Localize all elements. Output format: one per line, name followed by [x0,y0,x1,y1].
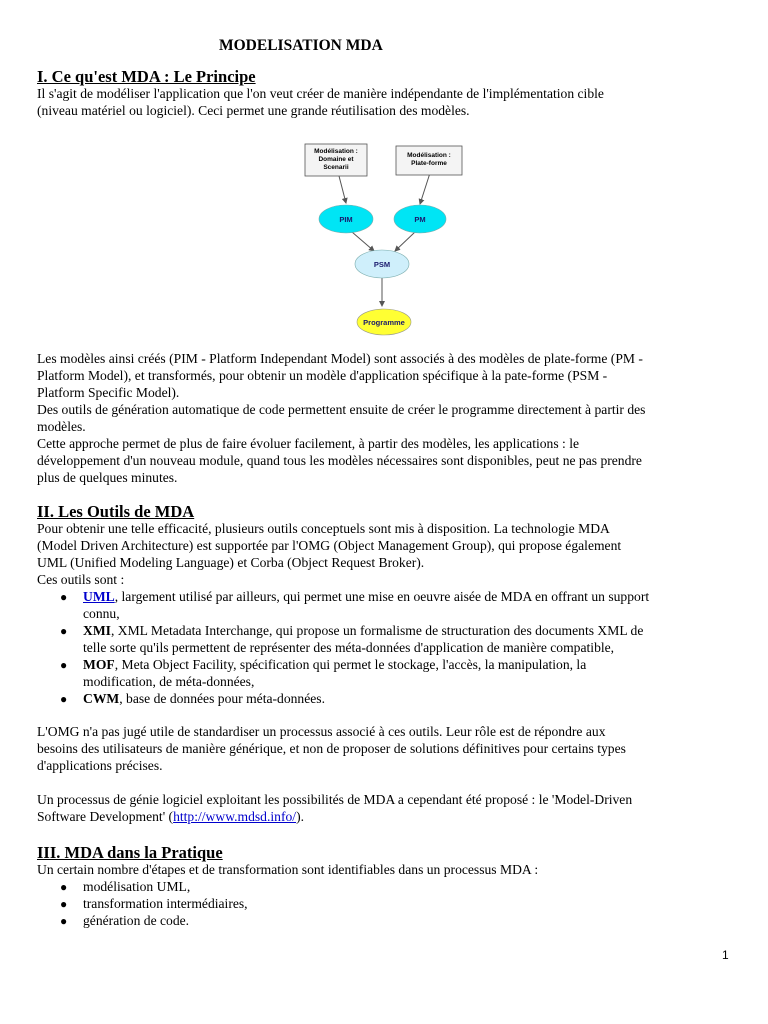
bullet-dot: ● [60,692,68,706]
tool-item-xmi-cont: telle sorte qu'ils permettent de représenter des méta-données d'application de manière compatible, [83,640,615,655]
box-domain-line-3: Scenarii [323,164,349,171]
node-pim-label: PIM [339,215,353,224]
bullet-dot: ● [60,624,68,638]
box-platform-line-2: Plate-forme [411,160,447,167]
section2-intro-line-2: (Model Driven Architecture) est supportée par l'OMG (Object Management Group), qui propose également [37,538,622,553]
section1-para-line-7: développement d'un nouveau module, quand tous les modèles nécessaires sont disponibles, peut ne pas prendre [37,453,642,468]
omg-line-1: L'OMG n'a pas jugé utile de standardiser un processus associé à ces outils. Leur rôle est de répondre aux [37,724,606,739]
node-psm-label: PSM [373,260,391,269]
practice-item-1: modélisation UML, [83,879,191,894]
document-title: MODELISATION MDA [219,37,383,54]
practice-item-3: génération de code. [83,913,190,928]
practice-item-2: transformation intermédiaires, [83,896,248,911]
arrow-platform-to-pm [420,173,430,204]
mda-diagram [300,140,470,338]
tool-item-mof: MOF, Meta Object Facility, spécification qui permet le stockage, l'accès, la manipulation, la [83,657,587,672]
tool-item-uml: UML, largement utilisé par ailleurs, qui permet une mise en oeuvre aisée de MDA en offrant un support [83,589,650,604]
section2-intro-line-4: Ces outils sont : [37,572,125,587]
process-line-2: Software Development' (http://www.mdsd.info/). [37,809,304,824]
tool-item-cwm: CWM, base de données pour méta-données. [83,691,325,706]
box-platform-line-1: Modélisation : [407,152,451,159]
section2-heading: II. Les Outils de MDA [37,502,195,521]
arrow-domain-to-pim [339,176,346,203]
section1-intro-line-2: (niveau matériel ou logiciel). Ceci permet une grande réutilisation des modèles. [37,103,470,118]
section3-heading: III. MDA dans la Pratique [37,843,223,862]
process-line-1: Un processus de génie logiciel exploitant les possibilités de MDA a cependant été proposé : le 'Model-Driven [37,792,633,807]
page-number: 1 [722,948,729,962]
node-pm-label: PM [414,215,426,224]
box-domain-line-1: Modélisation : [314,148,358,155]
section1-para-line-8: plus de quelques minutes. [37,470,178,485]
section1-heading: I. Ce qu'est MDA : Le Principe [37,67,256,86]
bullet-dot: ● [60,590,68,604]
tool-item-uml-cont: connu, [83,606,120,621]
omg-line-2: besoins des utilisateurs de manière générique, et non de proposer de solutions définitives pour certains types [37,741,626,756]
section2-intro-line-1: Pour obtenir une telle efficacité, plusieurs outils conceptuels sont mis à disposition. La technologie MDA [37,521,610,536]
section1-para-line-2: Platform Model), et transformés, pour obtenir un modèle d'application spécifique à la pate-forme (PSM - [37,368,608,383]
section1-para-line-4: Des outils de génération automatique de code permettent ensuite de créer le programme directement à partir des [37,402,646,417]
section1-para-line-3: Platform Specific Model). [37,385,180,400]
arrow-pm-to-psm [395,232,415,251]
section1-intro-line-1: Il s'agit de modéliser l'application que l'on veut créer de manière indépendante de l'implémentation cible [37,86,604,101]
bullet-dot: ● [60,914,68,928]
omg-line-3: d'applications précises. [37,758,163,773]
section3-intro: Un certain nombre d'étapes et de transformation sont identifiables dans un processus MDA : [37,862,539,877]
arrow-pim-to-psm [352,232,374,251]
uml-link[interactable]: UML [83,589,115,604]
section2-intro-line-3: UML (Unified Modeling Language) et Corba (Object Request Broker). [37,555,425,570]
tool-item-mof-cont: modification, de méta-données, [83,674,255,689]
section1-para-line-5: modèles. [37,419,86,434]
bullet-dot: ● [60,897,68,911]
tool-item-xmi: XMI, XML Metadata Interchange, qui propose un formalisme de structuration des documents XML de [83,623,644,638]
bullet-dot: ● [60,658,68,672]
box-domain-line-2: Domaine et [318,156,354,163]
section1-para-line-1: Les modèles ainsi créés (PIM - Platform Independant Model) sont associés à des modèles de plate-forme (PM - [37,351,643,366]
section1-para-line-6: Cette approche permet de plus de faire évoluer facilement, à partir des modèles, les applications : le [37,436,580,451]
node-programme-label: Programme [363,318,405,327]
mdsd-link[interactable]: http://www.mdsd.info/ [173,809,297,824]
bullet-dot: ● [60,880,68,894]
